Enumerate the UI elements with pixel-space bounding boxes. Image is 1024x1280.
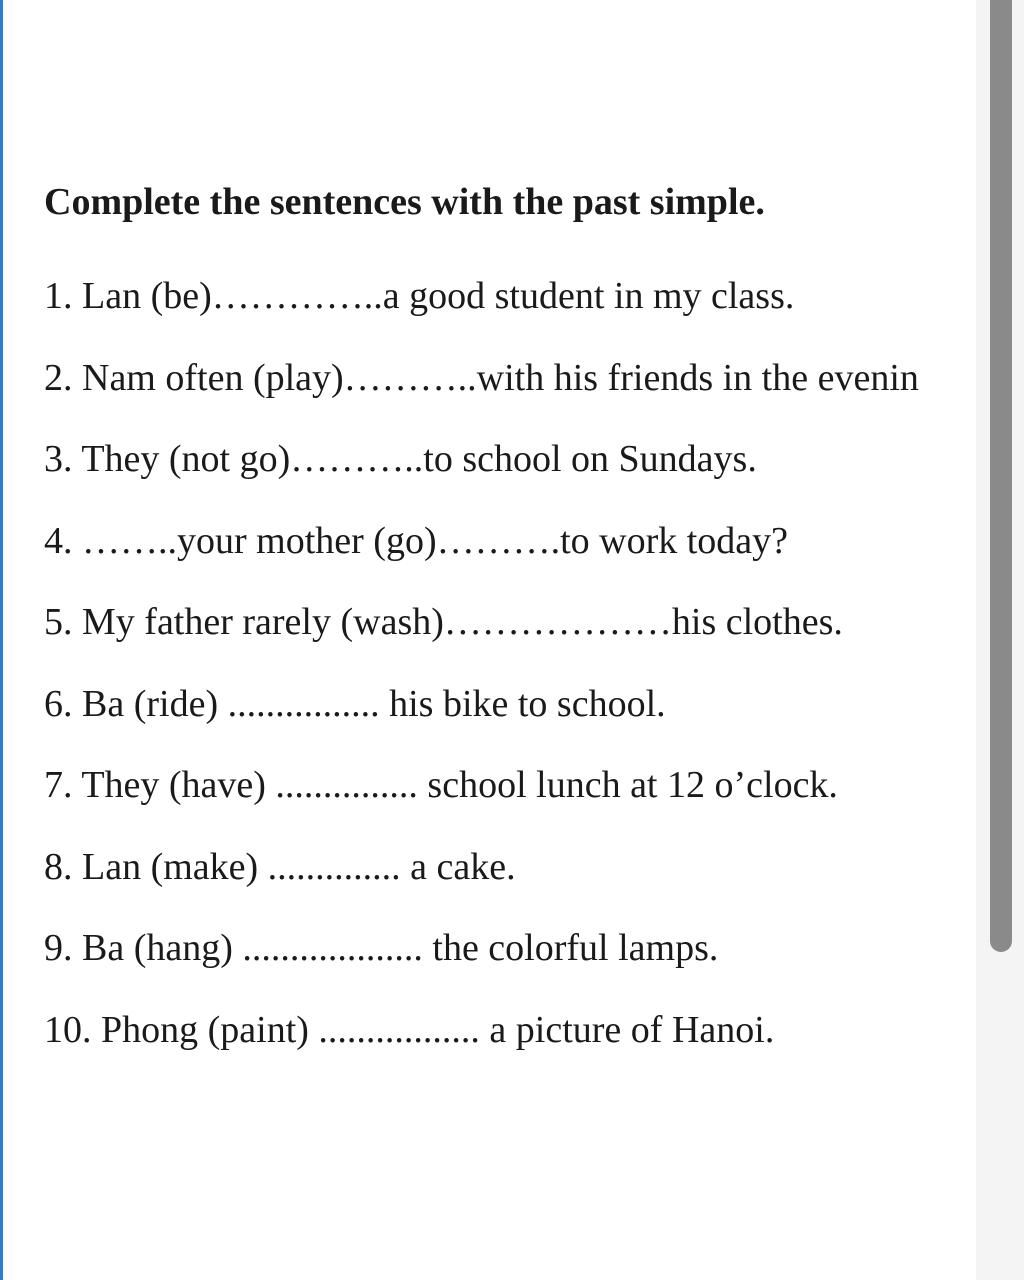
exercise-item-6: 6. Ba (ride) ................ his bike to school.	[44, 682, 666, 725]
exercise-item-10: 10. Phong (paint) ................. a picture of Hanoi.	[44, 1008, 775, 1051]
scrollbar-thumb[interactable]	[990, 0, 1012, 952]
exercise-item-7: 7. They (have) ............... school lunch at 12 o’clock.	[44, 764, 838, 806]
exercise-item-3: 3. They (not go)………..to school on Sundays.	[44, 438, 757, 480]
worksheet-title: Complete the sentences with the past simple.	[44, 181, 765, 223]
exercise-list	[44, 256, 976, 1071]
left-edge-accent	[0, 0, 3, 1280]
exercise-item-9: 9. Ba (hang) ................... the colorful lamps.	[44, 927, 719, 969]
worksheet	[44, 176, 976, 1071]
exercise-item-5: 5. My father rarely (wash)………………his clothes.	[44, 601, 843, 643]
exercise-item-2: 2. Nam often (play)………..with his friends in the evenin	[44, 356, 919, 399]
exercise-item-8: 8. Lan (make) .............. a cake.	[44, 845, 516, 888]
exercise-item-4: 4. ……..your mother (go)……….to work today?	[44, 519, 789, 562]
exercise-item-1: 1. Lan (be)…………..a good student in my class.	[44, 275, 795, 317]
